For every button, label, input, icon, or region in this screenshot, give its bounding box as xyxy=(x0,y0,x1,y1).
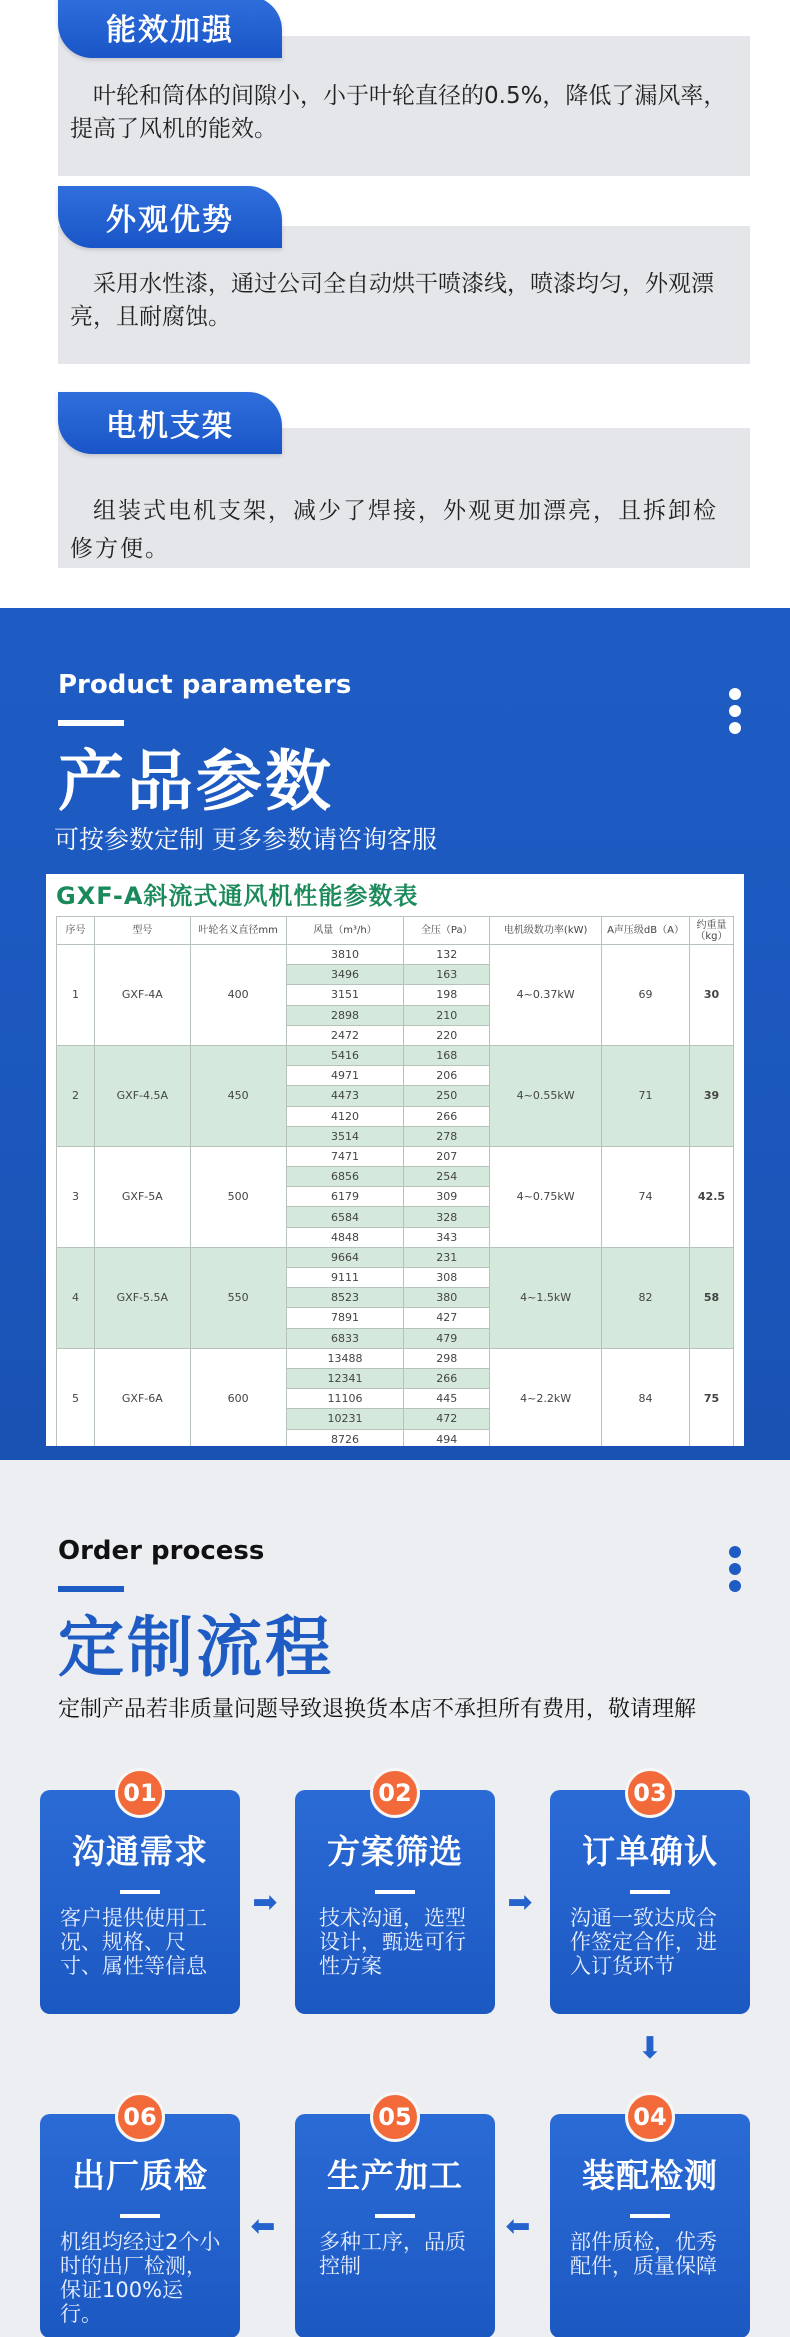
feature-tab-title: 电机支架 xyxy=(58,392,282,454)
table-cell: 5 xyxy=(57,1348,95,1446)
spec-table-header xyxy=(57,917,734,945)
table-cell: 479 xyxy=(404,1328,490,1348)
header-cell: 全压（Pa） xyxy=(404,917,490,945)
step-text: 技术沟通，选型设计，甄选可行性方案 xyxy=(319,1906,466,1978)
step-title: 沟通需求 xyxy=(72,1832,208,1871)
table-cell: 266 xyxy=(404,1106,490,1126)
table-cell: 3151 xyxy=(286,985,404,1005)
table-cell: 8726 xyxy=(286,1429,404,1446)
step-divider xyxy=(630,2214,670,2218)
table-cell: 7471 xyxy=(286,1146,404,1166)
table-cell: 4~2.2kW xyxy=(490,1348,602,1446)
table-cell: 2 xyxy=(57,1045,95,1146)
table-cell: 266 xyxy=(404,1368,490,1388)
step-title: 生产加工 xyxy=(327,2156,463,2195)
table-cell: 71 xyxy=(602,1045,690,1146)
step-title: 方案筛选 xyxy=(327,1832,463,1871)
section-subtitle: 可按参数定制 更多参数请咨询客服 xyxy=(54,825,437,854)
table-cell: 472 xyxy=(404,1409,490,1429)
section-cn-title: 产品参数 xyxy=(58,743,334,820)
step-divider xyxy=(120,2214,160,2218)
step-number-badge: 06 xyxy=(115,2092,165,2142)
order-notice: 定制产品若非质量问题导致退换货本店不承担所有费用，敬请理解 xyxy=(58,1697,697,1722)
table-cell: GXF-5A xyxy=(94,1146,190,1247)
section-en-title: Order process xyxy=(58,1536,265,1566)
table-cell: 84 xyxy=(602,1348,690,1446)
table-cell: 4848 xyxy=(286,1227,404,1247)
table-cell: 309 xyxy=(404,1187,490,1207)
table-cell: 500 xyxy=(190,1146,286,1247)
table-cell: 220 xyxy=(404,1025,490,1045)
header-cell: A声压级dB（A） xyxy=(602,917,690,945)
spec-table-image xyxy=(46,874,744,1446)
step-card-02 xyxy=(295,1779,495,2014)
table-cell: 5416 xyxy=(286,1045,404,1065)
table-cell: 6584 xyxy=(286,1207,404,1227)
header-cell: 型号 xyxy=(94,917,190,945)
step-divider xyxy=(120,1890,160,1894)
table-cell: 328 xyxy=(404,1207,490,1227)
arrow-right-icon: ➡ xyxy=(252,1885,278,1920)
step-number-badge: 01 xyxy=(115,1768,165,1818)
step-text: 沟通一致达成合作签定合作，进入订货环节 xyxy=(570,1906,717,1978)
table-cell: 12341 xyxy=(286,1368,404,1388)
arrow-left-icon: ⬅ xyxy=(250,2209,276,2244)
spec-table xyxy=(56,916,734,1446)
table-cell: 207 xyxy=(404,1146,490,1166)
table-cell: 74 xyxy=(602,1146,690,1247)
table-cell: 231 xyxy=(404,1247,490,1267)
table-cell: 400 xyxy=(190,945,286,1046)
arrow-right-icon: ➡ xyxy=(507,1885,533,1920)
table-cell: 445 xyxy=(404,1389,490,1409)
step-card-05 xyxy=(295,2103,495,2337)
table-cell: 8523 xyxy=(286,1288,404,1308)
step-card-04 xyxy=(550,2103,750,2337)
feature-text: 组装式电机支架，减少了焊接，外观更加漂亮，且拆卸检修方便。 xyxy=(70,498,718,562)
table-cell: 2898 xyxy=(286,1005,404,1025)
more-menu-icon[interactable] xyxy=(729,688,741,739)
table-cell: 254 xyxy=(404,1167,490,1187)
table-cell: 2472 xyxy=(286,1025,404,1045)
title-underline xyxy=(58,1586,124,1592)
table-cell: 494 xyxy=(404,1429,490,1446)
table-cell: 6856 xyxy=(286,1167,404,1187)
spec-table-body xyxy=(57,945,734,1447)
table-cell: 380 xyxy=(404,1288,490,1308)
step-divider xyxy=(375,1890,415,1894)
step-text: 部件质检，优秀配件，质量保障 xyxy=(570,2230,717,2278)
table-cell: 4120 xyxy=(286,1106,404,1126)
table-row xyxy=(57,1247,734,1267)
step-text: 多种工序，品质控制 xyxy=(319,2230,466,2278)
table-cell: 206 xyxy=(404,1066,490,1086)
table-cell: 42.5 xyxy=(689,1146,733,1247)
step-title: 出厂质检 xyxy=(72,2156,208,2195)
product-parameters-section xyxy=(0,608,790,1460)
table-cell: 1 xyxy=(57,945,95,1046)
table-cell: 69 xyxy=(602,945,690,1046)
step-divider xyxy=(630,1890,670,1894)
step-title: 装配检测 xyxy=(582,2156,718,2195)
table-row xyxy=(57,945,734,965)
table-cell: 198 xyxy=(404,985,490,1005)
table-cell: 9664 xyxy=(286,1247,404,1267)
table-cell: 6179 xyxy=(286,1187,404,1207)
table-cell: 7891 xyxy=(286,1308,404,1328)
section-cn-title: 定制流程 xyxy=(58,1609,334,1686)
table-cell: 427 xyxy=(404,1308,490,1328)
step-text: 机组均经过2个小时的出厂检测，保证100%运行。 xyxy=(60,2230,221,2326)
table-cell: 163 xyxy=(404,965,490,985)
table-cell: GXF-4A xyxy=(94,945,190,1046)
title-underline xyxy=(58,720,124,726)
table-cell: 4~0.75kW xyxy=(490,1146,602,1247)
feature-text: 叶轮和筒体的间隙小，小于叶轮直径的0.5%，降低了漏风率，提高了风机的能效。 xyxy=(70,83,727,142)
header-cell: 叶轮名义直径mm xyxy=(190,917,286,945)
table-cell: 278 xyxy=(404,1126,490,1146)
table-cell: 132 xyxy=(404,945,490,965)
step-card-06 xyxy=(40,2103,240,2337)
table-cell: 3 xyxy=(57,1146,95,1247)
table-cell: 9111 xyxy=(286,1268,404,1288)
table-cell: 82 xyxy=(602,1247,690,1348)
table-cell: 4~0.55kW xyxy=(490,1045,602,1146)
table-cell: 11106 xyxy=(286,1389,404,1409)
table-cell: 450 xyxy=(190,1045,286,1146)
table-row xyxy=(57,1146,734,1166)
table-cell: 298 xyxy=(404,1348,490,1368)
table-cell: 10231 xyxy=(286,1409,404,1429)
table-cell: 4~1.5kW xyxy=(490,1247,602,1348)
table-cell: 4 xyxy=(57,1247,95,1348)
table-cell: GXF-4.5A xyxy=(94,1045,190,1146)
step-card-03 xyxy=(550,1779,750,2014)
step-number-badge: 04 xyxy=(625,2092,675,2142)
table-cell: 3496 xyxy=(286,965,404,985)
table-cell: 3514 xyxy=(286,1126,404,1146)
step-card-01 xyxy=(40,1779,240,2014)
header-cell: 电机级数功率(kW) xyxy=(490,917,602,945)
table-cell: 6833 xyxy=(286,1328,404,1348)
table-cell: 550 xyxy=(190,1247,286,1348)
table-cell: GXF-5.5A xyxy=(94,1247,190,1348)
table-cell: 4~0.37kW xyxy=(490,945,602,1046)
section-en-title: Product parameters xyxy=(58,670,352,700)
table-cell: 168 xyxy=(404,1045,490,1065)
feature-tab-title: 外观优势 xyxy=(58,186,282,248)
step-number-badge: 05 xyxy=(370,2092,420,2142)
more-menu-icon[interactable] xyxy=(729,1546,741,1597)
table-row xyxy=(57,1045,734,1065)
order-process-section xyxy=(0,1460,790,2337)
table-cell: GXF-6A xyxy=(94,1348,190,1446)
step-divider xyxy=(375,2214,415,2218)
step-text: 客户提供使用工况、规格、尺寸、属性等信息 xyxy=(60,1906,207,1978)
table-cell: 250 xyxy=(404,1086,490,1106)
table-cell: 210 xyxy=(404,1005,490,1025)
step-number-badge: 03 xyxy=(625,1768,675,1818)
table-cell: 4971 xyxy=(286,1066,404,1086)
table-cell: 308 xyxy=(404,1268,490,1288)
header-cell: 序号 xyxy=(57,917,95,945)
feature-text: 采用水性漆，通过公司全自动烘干喷漆线，喷漆均匀，外观漂亮，且耐腐蚀。 xyxy=(70,271,714,330)
step-number-badge: 02 xyxy=(370,1768,420,1818)
table-cell: 13488 xyxy=(286,1348,404,1368)
header-cell: 风量（m³/h） xyxy=(286,917,404,945)
table-cell: 4473 xyxy=(286,1086,404,1106)
table-cell: 30 xyxy=(689,945,733,1046)
arrow-left-icon: ⬅ xyxy=(505,2209,531,2244)
table-row xyxy=(57,1348,734,1368)
table-cell: 58 xyxy=(689,1247,733,1348)
header-cell: 约重量（kg） xyxy=(689,917,733,945)
table-cell: 3810 xyxy=(286,945,404,965)
arrow-down-icon: ⬇ xyxy=(637,2031,663,2066)
step-title: 订单确认 xyxy=(582,1832,718,1871)
feature-tab-title: 能效加强 xyxy=(58,0,282,58)
table-cell: 39 xyxy=(689,1045,733,1146)
table-cell: 600 xyxy=(190,1348,286,1446)
spec-table-title: GXF-A斜流式通风机性能参数表 xyxy=(56,882,419,910)
table-cell: 343 xyxy=(404,1227,490,1247)
table-cell: 75 xyxy=(689,1348,733,1446)
